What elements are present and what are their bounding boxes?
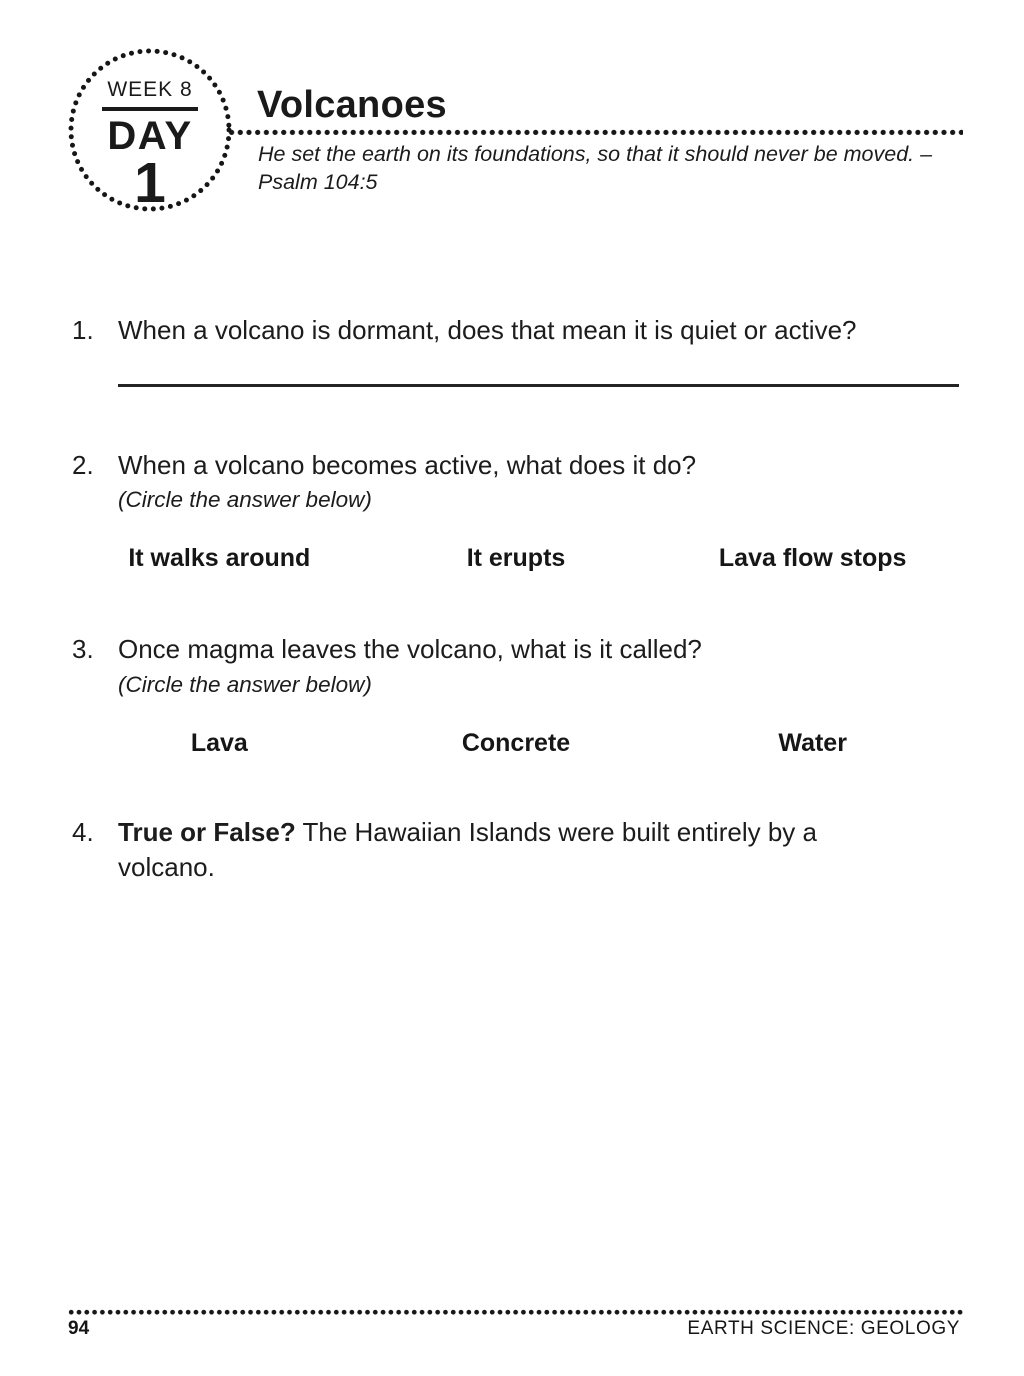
footer-dotted-rule bbox=[68, 1309, 963, 1316]
question-4-bold-label: True or False? bbox=[118, 817, 296, 847]
question-2-text: When a volcano becomes active, what does it do? bbox=[118, 450, 697, 480]
answer-option[interactable]: Water bbox=[778, 729, 847, 757]
answer-option[interactable]: Lava bbox=[190, 729, 248, 757]
question-2-instruction: (Circle the answer below) bbox=[118, 487, 372, 512]
question-1-answer-blank[interactable] bbox=[118, 384, 959, 387]
question-3 bbox=[72, 632, 962, 667]
badge-week-label: WEEK 8 bbox=[107, 78, 193, 101]
badge-day-number: 1 bbox=[134, 150, 166, 215]
scripture-line-1: He set the earth on its foundations, so that it should never be moved. – bbox=[258, 142, 933, 166]
answer-option[interactable]: Lava flow stops bbox=[718, 544, 907, 572]
page-number: 94 bbox=[68, 1318, 90, 1339]
question-4-text bbox=[118, 815, 962, 885]
scripture-quote bbox=[258, 141, 978, 197]
page-title: Volcanoes bbox=[257, 84, 447, 126]
scripture-reference: Psalm 104:5 bbox=[258, 169, 378, 194]
footer bbox=[68, 1318, 960, 1340]
question-1 bbox=[72, 313, 962, 348]
question-1-number: 1. bbox=[72, 315, 94, 345]
question-2-number: 2. bbox=[72, 450, 94, 480]
question-4-number: 4. bbox=[72, 817, 94, 847]
question-4-text-line2: volcano. bbox=[118, 852, 215, 883]
badge-day-label: DAY bbox=[107, 113, 193, 158]
question-3-text: Once magma leaves the volcano, what is it called? bbox=[118, 634, 702, 664]
question-3-instruction: (Circle the answer below) bbox=[118, 672, 372, 697]
question-3-options bbox=[71, 730, 961, 758]
question-4 bbox=[72, 815, 962, 885]
week-day-badge bbox=[68, 48, 232, 215]
answer-option[interactable]: Concrete bbox=[461, 729, 571, 757]
title-dotted-rule bbox=[228, 129, 963, 136]
badge-content bbox=[68, 48, 232, 215]
question-3-number: 3. bbox=[72, 634, 94, 664]
question-4-text-line1: The Hawaiian Islands were built entirely by a bbox=[295, 817, 817, 847]
answer-option[interactable]: It walks around bbox=[128, 544, 311, 572]
section-title: EARTH SCIENCE: GEOLOGY bbox=[687, 1318, 960, 1339]
question-1-text: When a volcano is dormant, does that mean it is quiet or active? bbox=[118, 315, 857, 345]
answer-option[interactable]: It erupts bbox=[466, 544, 566, 572]
question-2-options bbox=[71, 545, 961, 573]
question-2 bbox=[72, 448, 962, 483]
badge-divider bbox=[102, 107, 198, 111]
